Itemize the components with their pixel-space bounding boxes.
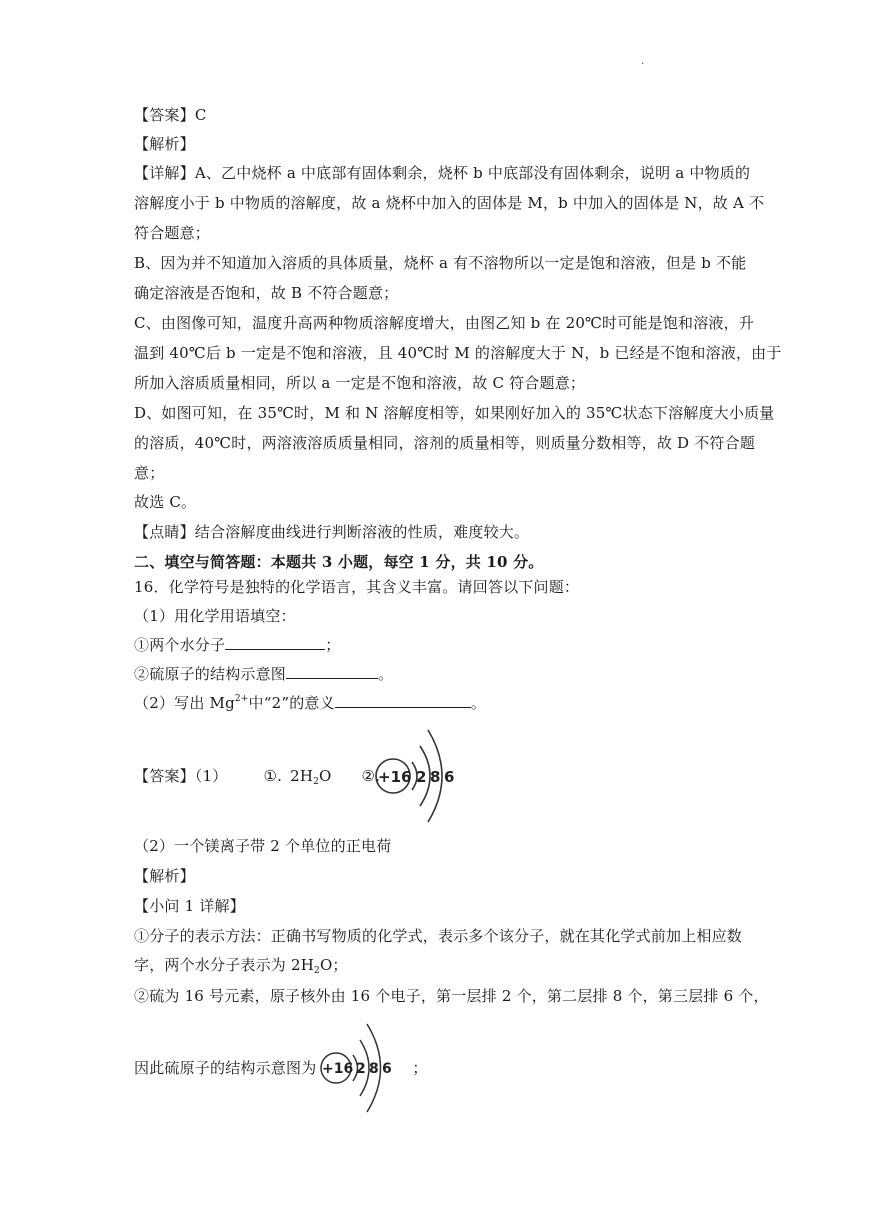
nucleus-charge: +16 bbox=[322, 1061, 354, 1077]
sulfur-atom-diagram-answer bbox=[370, 722, 480, 832]
analysis-p2-line-2-end: ； bbox=[412, 1059, 428, 1077]
detail-d-line-2: 的溶质，40℃时，两溶液溶质质量相同，溶剂的质量相等，则质量分数相等，故 D 不符合题 bbox=[134, 434, 756, 452]
answer-blank-3[interactable] bbox=[335, 693, 471, 708]
q16-item-1 bbox=[134, 635, 340, 655]
page-dot: . bbox=[641, 56, 645, 67]
shell-count-1: 2 bbox=[356, 1061, 366, 1077]
answer-16-part-2: （2）一个镁离子带 2 个单位的正电荷 bbox=[134, 837, 392, 855]
analysis-2-heading: 【解析】 bbox=[134, 867, 195, 885]
section-2-heading: 二、填空与简答题：本题共 3 小题，每空 1 分，共 10 分。 bbox=[134, 553, 544, 571]
shell-count-3: 6 bbox=[382, 1061, 392, 1077]
shell-count-1: 2 bbox=[416, 768, 427, 786]
analysis-p1-line-1: ①分子的表示方法：正确书写物质的化学式，表示多个该分子，就在其化学式前加上相应数 bbox=[134, 927, 743, 945]
analysis-p1-line-2-pre: 字，两个水分子表示为 2H bbox=[134, 956, 314, 974]
shell-count-3: 6 bbox=[444, 768, 455, 786]
answer-label: 【答案】 bbox=[134, 106, 195, 124]
q16-item-2-text: ②硫原子的结构示意图 bbox=[134, 665, 287, 683]
shell-count-2: 8 bbox=[369, 1061, 379, 1077]
q16-item-2-end: 。 bbox=[378, 665, 394, 683]
detail-a-text-1: A、乙中烧杯 a 中底部有固体剩余，烧杯 b 中底部没有固体剩余，说明 a 中物质的 bbox=[194, 164, 751, 182]
analysis-p1-line-2-sub: 2 bbox=[314, 966, 320, 976]
detail-b-line-1: B、因为并不知道加入溶质的具体质量，烧杯 a 有不溶物所以一定是饱和溶液，但是 b 不能 bbox=[134, 254, 747, 272]
comment-line: 【点睛】结合溶解度曲线进行判断溶液的性质，难度较大。 bbox=[134, 523, 530, 541]
detail-c-line-3: 所加入溶质质量相同，所以 a 一定是不饱和溶液，故 C 符合题意； bbox=[134, 374, 586, 392]
analysis-p1-line-2 bbox=[134, 955, 348, 975]
sulfur-atom-diagram-analysis bbox=[314, 1016, 414, 1120]
answer-16-sub1-num: ①. bbox=[263, 767, 283, 785]
answer-16-label: 【答案】（1） bbox=[134, 767, 228, 785]
detail-conclusion: 故选 C。 bbox=[134, 493, 197, 511]
detail-label: 【详解】 bbox=[134, 164, 195, 182]
answer-15-line bbox=[134, 105, 207, 125]
q16-item-1-text: ①两个水分子 bbox=[134, 636, 226, 654]
detail-c-line-1: C、由图像可知，温度升高两种物质溶解度增大，由图乙知 b 在 20℃时可能是饱和溶液，升 bbox=[134, 314, 755, 332]
q16-part-2-pre: （2）写出 Mg bbox=[134, 694, 235, 712]
q16-part-2-end: 。 bbox=[470, 694, 487, 712]
detail-d-line-1: D、如图可知，在 35℃时，M 和 N 溶解度相等，如果刚好加入的 35℃状态下溶解度大小质量 bbox=[134, 404, 775, 422]
answer-blank-1[interactable] bbox=[225, 635, 325, 650]
detail-a-line-1 bbox=[134, 163, 750, 183]
shell-count-2: 8 bbox=[430, 768, 441, 786]
q16-item-1-end: ； bbox=[325, 636, 341, 654]
answer-16-sub2-num: ②. bbox=[361, 767, 381, 785]
detail-d-line-3: 意； bbox=[134, 464, 165, 482]
analysis-heading: 【解析】 bbox=[134, 135, 195, 153]
analysis-p1-line-2-post: O； bbox=[319, 956, 348, 974]
detail-c-line-2: 温到 40℃后 b 一定是不饱和溶液，且 40℃时 M 的溶解度大于 N，b 已经是不饱和溶液，由于 bbox=[134, 344, 782, 362]
q16-item-2 bbox=[134, 664, 393, 684]
analysis-2-subheading: 【小问 1 详解】 bbox=[134, 897, 245, 915]
mg-charge-superscript: 2+ bbox=[234, 694, 249, 704]
answer-16-line bbox=[134, 766, 380, 786]
detail-a-line-2: 溶解度小于 b 中物质的溶解度，故 a 烧杯中加入的固体是 M，b 中加入的固体是 N，故 A 不 bbox=[134, 194, 765, 212]
answer-16-sub1-post: O bbox=[319, 767, 332, 785]
nucleus-charge: +16 bbox=[378, 768, 412, 786]
q16-part-2 bbox=[134, 693, 486, 713]
answer-16-sub1-pre: 2H bbox=[290, 767, 314, 785]
q16-part-1: （1）用化学用语填空： bbox=[134, 607, 296, 625]
q16-stem: 16．化学符号是独特的化学语言，其含义丰富。请回答以下问题： bbox=[134, 578, 580, 596]
q16-part-2-mid: 中“2”的意义 bbox=[248, 694, 335, 712]
detail-b-line-2: 确定溶液是否饱和，故 B 不符合题意； bbox=[134, 284, 399, 302]
detail-a-line-3: 符合题意； bbox=[134, 224, 211, 242]
answer-value: C bbox=[194, 106, 207, 124]
analysis-p2-line-1: ②硫为 16 号元素，原子核外由 16 个电子，第一层排 2 个，第二层排 8 个，第三层排 6 个， bbox=[134, 987, 769, 1005]
answer-blank-2[interactable] bbox=[286, 664, 378, 679]
analysis-p2-line-2-text: 因此硫原子的结构示意图为 bbox=[134, 1059, 317, 1077]
answer-16-sub1-sub: 2 bbox=[313, 777, 320, 787]
